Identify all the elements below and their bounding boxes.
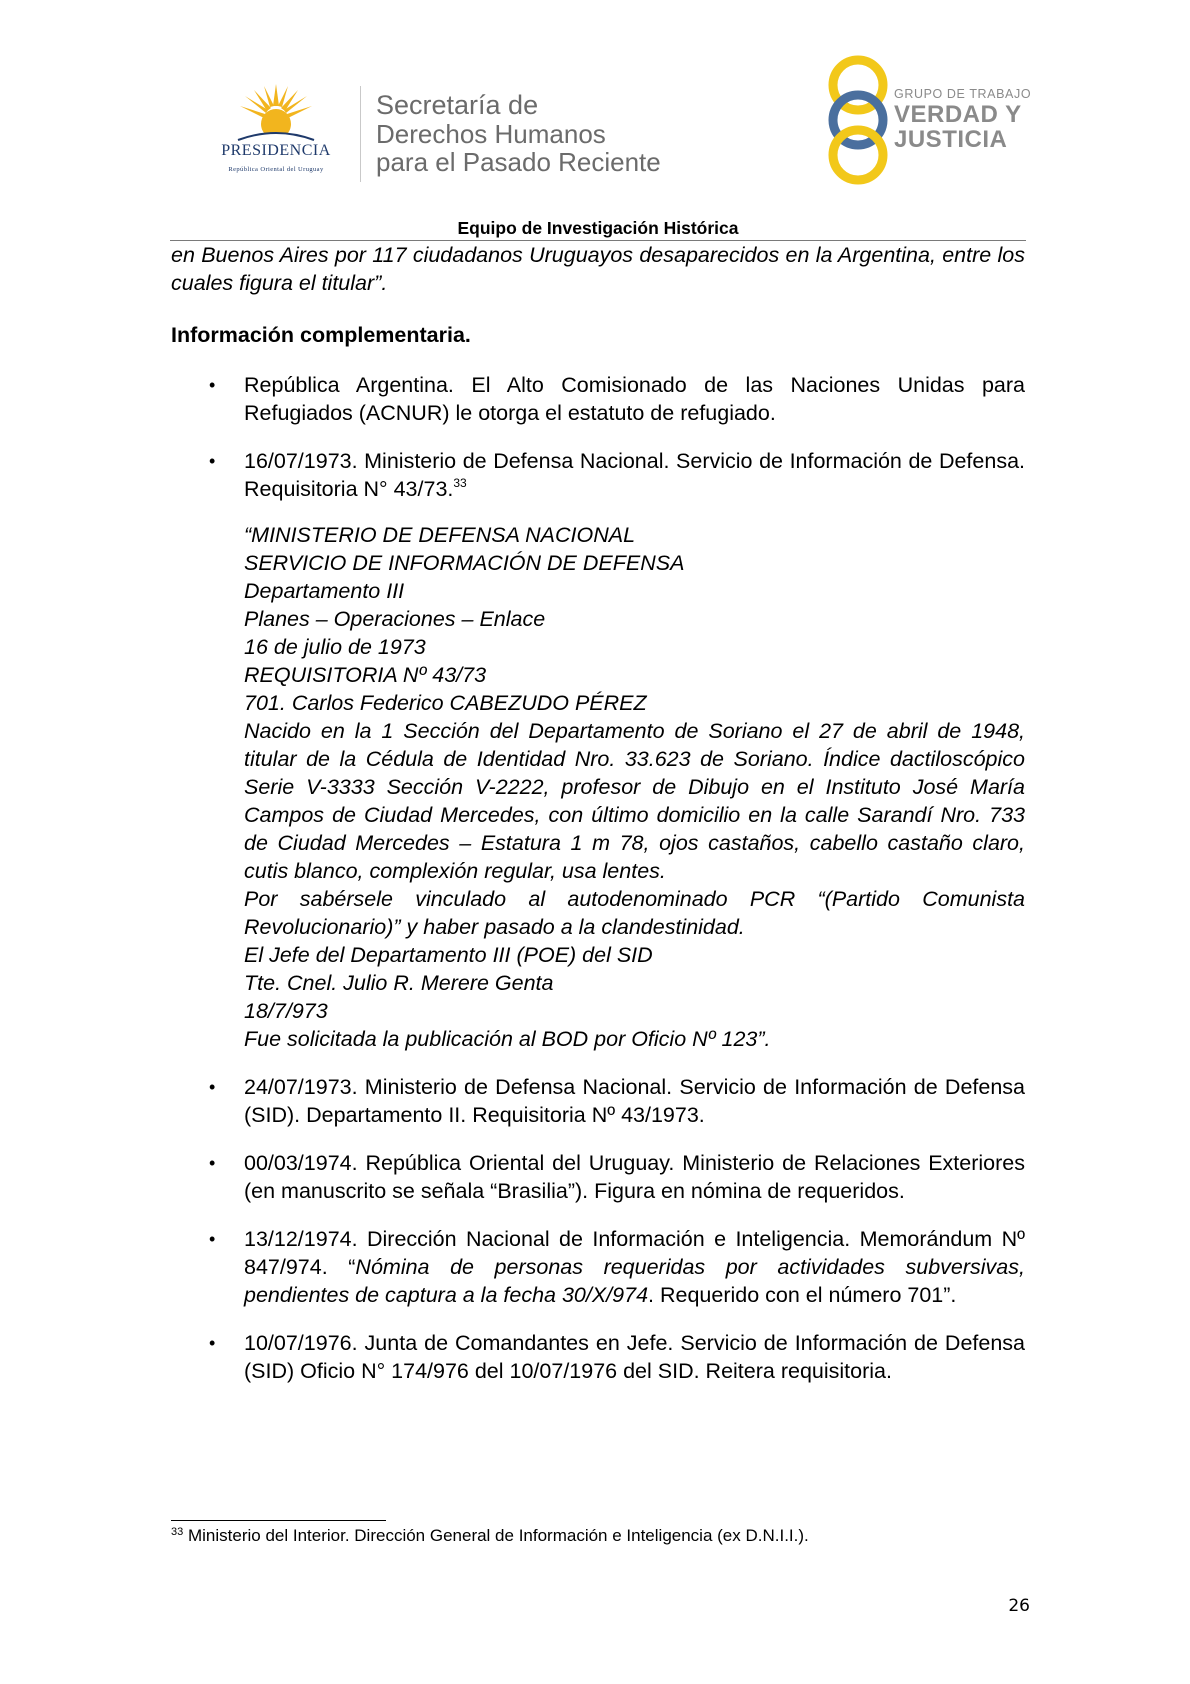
secretaria-title	[376, 90, 716, 176]
team-title: Equipo de Investigación Histórica	[457, 218, 739, 238]
quote-line: Planes – Operaciones – Enlace	[244, 607, 546, 631]
quote-paragraph: Nacido en la 1 Sección del Departamento de Soriano el 27 de abril de 1948, titular de la Cédula de Identidad Nro. 33.623 de Soriano. Índice dactiloscópico Serie V-3333 Sección V-2222, profesor de Dibujo en el Instituto José María Campos de Ciudad Mercedes, con último domicilio en la calle Sarandí Nro. 733 de Ciudad Mercedes – Estatura 1 m 78, ojos castaños, cabello castaño claro, cutis blanco, complexión regular, usa lentes.	[244, 719, 1025, 883]
secretaria-line-3: para el Pasado Reciente	[376, 147, 661, 177]
verdad-justicia-text	[894, 87, 1064, 152]
page-header	[0, 0, 1190, 238]
presidencia-name: PRESIDENCIA	[221, 142, 331, 159]
bullet-icon: •	[209, 1229, 216, 1249]
footnote-rule	[171, 1520, 386, 1521]
list-item-text: 16/07/1973. Ministerio de Defensa Nacional. Servicio de Información de Defensa. Requisitoria N° 43/73.	[244, 449, 1025, 501]
list-item-text: 00/03/1974. República Oriental del Uruguay. Ministerio de Relaciones Exteriores (en manuscrito se señala “Brasilia”). Figura en nómina de requeridos.	[244, 1151, 1025, 1203]
list-item-text: República Argentina. El Alto Comisionado de las Naciones Unidas para Refugiados (ACNUR) le otorga el estatuto de refugiado.	[244, 373, 1025, 425]
list-item	[171, 1225, 1025, 1309]
bullet-icon: •	[209, 1333, 216, 1353]
list-item-text-pre: 13/12/1974. Dirección Nacional de Información e Inteligencia. Memorándum Nº 847/974. “	[244, 1227, 1025, 1279]
sun-emblem-icon	[236, 82, 316, 142]
footnote	[171, 1525, 1025, 1547]
quote-line: REQUISITORIA Nº 43/73	[244, 663, 487, 687]
footnote-text: Ministerio del Interior. Dirección General de Información e Inteligencia (ex D.N.I.I.).	[187, 1526, 809, 1545]
quote-line: Departamento III	[244, 579, 405, 603]
quote-line: El Jefe del Departamento III (POE) del SID	[244, 943, 653, 967]
list-item	[171, 1329, 1025, 1385]
quote-line: 701. Carlos Federico CABEZUDO PÉREZ	[244, 691, 647, 715]
list-item	[171, 1149, 1025, 1205]
intro-paragraph: en Buenos Aires por 117 ciudadanos Uruguayos desaparecidos en la Argentina, entre los cuales figura el titular”.	[171, 243, 1025, 295]
bullet-icon: •	[209, 375, 216, 395]
intertwined-rings-icon	[822, 55, 894, 185]
verdad-justicia-logo	[822, 55, 1062, 185]
list-item	[171, 1073, 1025, 1129]
justicia-label: JUSTICIA	[894, 126, 1008, 153]
grupo-de-trabajo-label: GRUPO DE TRABAJO	[894, 87, 1032, 101]
list-item-text-italic: Nómina de personas requeridas por actividades subversivas, pendientes de captura a la fecha 30/X/974	[244, 1255, 1025, 1307]
list-item-text: 24/07/1973. Ministerio de Defensa Nacional. Servicio de Información de Defensa (SID). Departamento II. Requisitoria Nº 43/1973.	[244, 1075, 1025, 1127]
bullet-list	[171, 1073, 1025, 1385]
document-body	[171, 241, 1025, 1405]
quote-line: Tte. Cnel. Julio R. Merere Genta	[244, 971, 554, 995]
quote-line: Fue solicitada la publicación al BOD por Oficio Nº 123”.	[244, 1027, 771, 1051]
page-number: 26	[1008, 1596, 1030, 1616]
secretaria-line-1: Secretaría de	[376, 90, 539, 120]
list-item	[171, 447, 1025, 503]
quote-line: “MINISTERIO DE DEFENSA NACIONAL	[244, 523, 636, 547]
footnote-number: 33	[171, 1526, 184, 1538]
presidencia-subtitle: República Oriental del Uruguay	[228, 166, 324, 173]
quote-line: 16 de julio de 1973	[244, 635, 426, 659]
quote-line: 18/7/973	[244, 999, 328, 1023]
logo-divider	[360, 86, 361, 182]
list-item-text: 10/07/1976. Junta de Comandantes en Jefe. Servicio de Información de Defensa (SID) Oficio N° 174/976 del 10/07/1976 del SID. Reitera requisitoria.	[244, 1331, 1025, 1383]
presidencia-logo	[196, 82, 356, 182]
bullet-list	[171, 371, 1025, 503]
bullet-icon: •	[209, 1077, 216, 1097]
quote-line: SERVICIO DE INFORMACIÓN DE DEFENSA	[244, 551, 685, 575]
footnote-reference[interactable]: 33	[453, 476, 467, 490]
quote-paragraph: Por sabérsele vinculado al autodenominado PCR “(Partido Comunista Revolucionario)” y haber pasado a la clandestinidad.	[244, 887, 1025, 939]
list-item	[171, 371, 1025, 427]
bullet-icon: •	[209, 1153, 216, 1173]
bullet-icon: •	[209, 451, 216, 471]
section-heading: Información complementaria.	[171, 323, 471, 347]
verdad-label: VERDAD Y	[894, 101, 1022, 128]
requisitoria-quote	[171, 521, 1025, 1053]
secretaria-line-2: Derechos Humanos	[376, 119, 606, 149]
list-item-text-post: . Requerido con el número 701”.	[648, 1283, 957, 1307]
